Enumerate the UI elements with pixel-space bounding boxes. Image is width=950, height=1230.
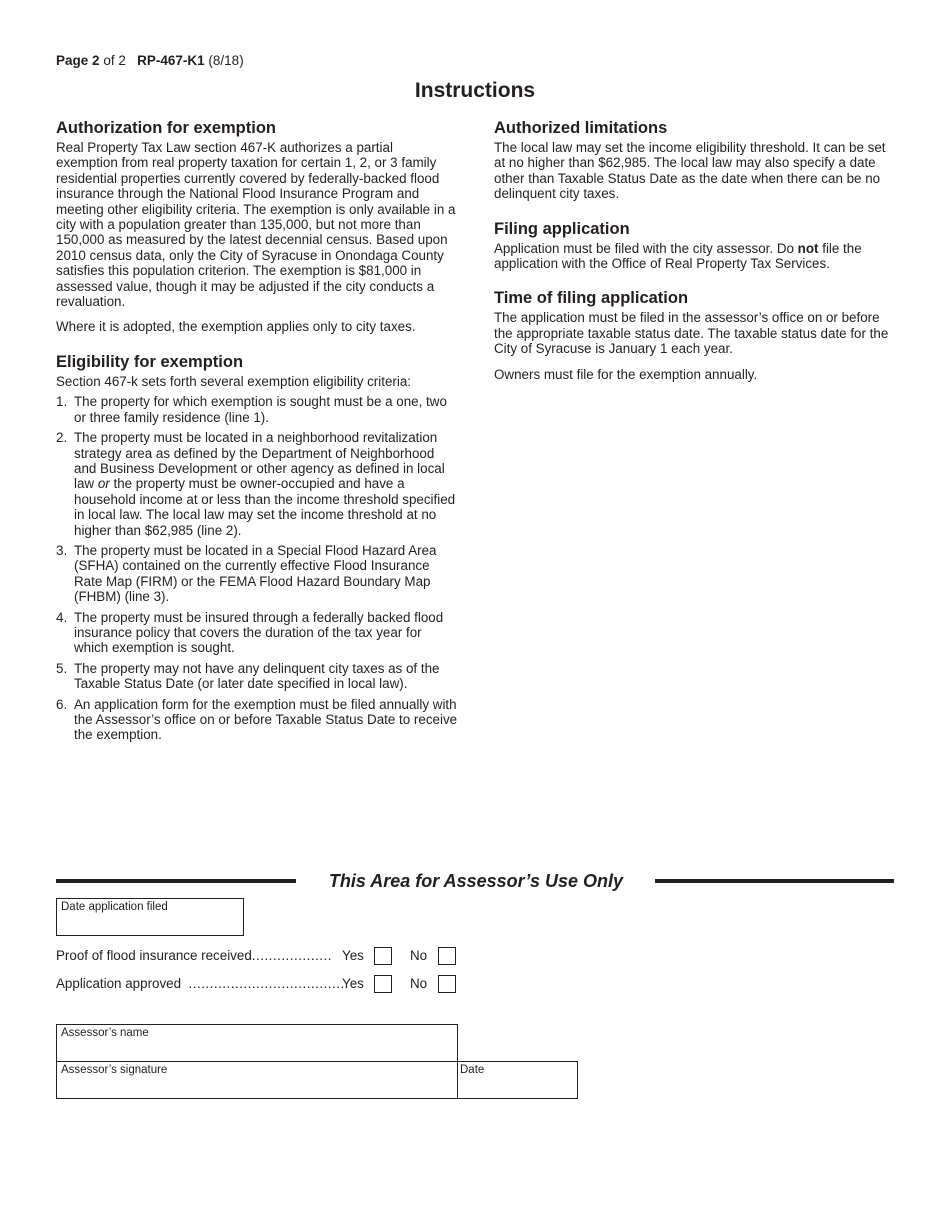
flood-no-checkbox[interactable] [438, 947, 456, 965]
limitations-text: The local law may set the income eligibility threshold. It can be set at no higher than $62,985. The local law may also specify a date other than Taxable Status Date as the date when there can be no delinquent city taxes. [494, 140, 886, 202]
approved-yes-label: Yes [342, 976, 364, 991]
assessor-name-label: Assessor’s name [61, 1027, 149, 1039]
approved-yes-checkbox[interactable] [374, 975, 392, 993]
page-of: of 2 [103, 53, 126, 68]
assessor-signature-label: Assessor’s signature [61, 1064, 168, 1076]
form-date: (8/18) [208, 53, 244, 68]
flood-proof-label: Proof of flood insurance received................... [56, 948, 332, 963]
list-item: 3. The property must be located in a Special Flood Hazard Area (SFHA) contained on the currently effective Flood Insurance Rate Map (FIRM) or the FEMA Flood Hazard Boundary Map (FHBM) (line 3). [56, 542, 437, 605]
list-item: 5. The property may not have any delinquent city taxes as of the Taxable Status Date (or later date specified in local law). [56, 660, 440, 692]
authorization-city-taxes: Where it is adopted, the exemption applies only to city taxes. [56, 319, 416, 335]
page-header [56, 53, 244, 68]
filing-heading: Filing application [494, 219, 630, 238]
assessor-name-field[interactable] [56, 1024, 458, 1062]
authorization-heading: Authorization for exemption [56, 119, 276, 137]
approved-no-checkbox[interactable] [438, 975, 456, 993]
date-field[interactable] [457, 1061, 578, 1099]
flood-no-label: No [410, 948, 428, 963]
eligibility-intro: Section 467-k sets forth several exemption eligibility criteria: [56, 373, 412, 389]
list-item: 1. The property for which exemption is sought must be a one, two or three family residence (line 1). [56, 394, 447, 425]
left-column [56, 119, 458, 748]
limitations-heading: Authorized limitations [494, 119, 668, 137]
date-filed-field[interactable] [56, 898, 244, 936]
annual-filing-note: Owners must file for the exemption annually. [494, 366, 758, 382]
eligibility-list [56, 394, 458, 743]
page-number: 2 [92, 53, 100, 68]
eligibility-heading: Eligibility for exemption [56, 352, 244, 371]
time-filing-heading: Time of filing application [494, 289, 689, 308]
filing-text: Application must be filed with the city assessor. Do not file the application with the Office of Real Property Tax Services. [494, 240, 862, 272]
approved-label: Application approved ..................................... [56, 976, 345, 991]
time-filing-text: The application must be filed in the assessor’s office on or before the appropriate taxable status date. The taxable status date for the City of Syracuse is January 1 each year. [494, 310, 889, 357]
flood-yes-label: Yes [342, 948, 364, 963]
list-item: 6. An application form for the exemption must be filed annually with the Assessor’s office on or before Taxable Status Date to receive the exemption. [56, 696, 458, 743]
flood-yes-checkbox[interactable] [374, 947, 392, 965]
divider-right [655, 879, 894, 883]
form-code: RP-467-K1 [137, 53, 205, 68]
approved-no-label: No [410, 976, 428, 991]
page-label: Page [56, 53, 89, 68]
list-item: 2. The property must be located in a neighborhood revitalization strategy area as defined by the Department of Neighborhood and Business Development or other agency as defined in local law or the property must be owner-occupied and have a household income at or less than the income threshold specified in local law. The local law may set the income threshold at no higher than $62,985 (line 2). [56, 430, 456, 538]
assessor-section-title: This Area for Assessor’s Use Only [328, 871, 624, 891]
list-item: 4. The property must be insured through a federally backed flood insurance policy that covers the duration of the tax year for which exemption is sought. [56, 609, 444, 656]
date-label: Date [460, 1064, 485, 1076]
page-title: Instructions [414, 79, 536, 102]
date-filed-label: Date application filed [61, 901, 168, 913]
authorization-paragraph: Real Property Tax Law section 467-K authorizes a partial exemption from real property taxation for certain 1, 2, or 3 family residential properties currently covered by federally-backed flood insurance through the National Flood Insurance Program and meeting other eligibility criteria. The exemption is only available in a city with a population greater than 135,000, but not more than 150,000 as measured by the latest decennial census. Based upon 2010 census data, only the City of Syracuse in Onondaga County satisfies this population criterion. The exemption is $81,000 in assessed value, though it may be adjusted if the city conducts a revaluation. [56, 140, 456, 310]
divider-left [56, 879, 296, 883]
assessor-signature-field[interactable] [56, 1061, 458, 1099]
right-column [494, 119, 892, 392]
